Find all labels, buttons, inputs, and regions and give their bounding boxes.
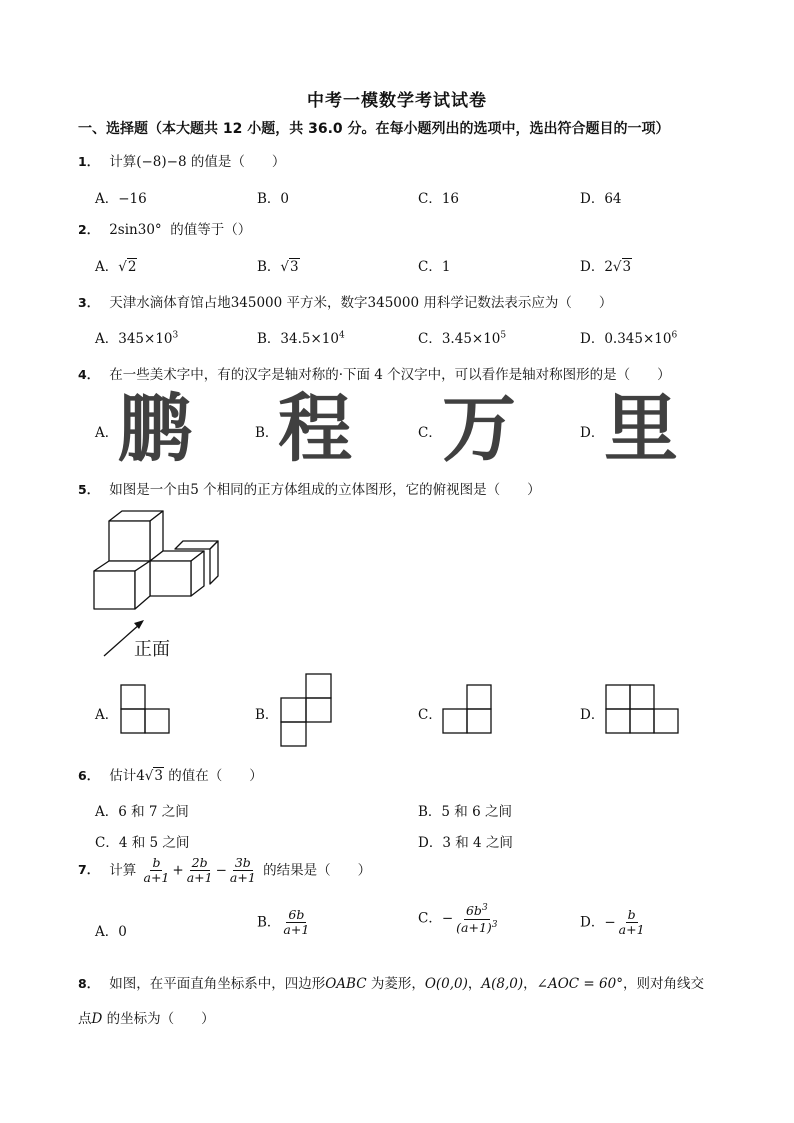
q1-option-b: B．0 xyxy=(257,191,290,207)
q5-option-c-label: C． xyxy=(418,707,442,723)
q5-option-d-label: D． xyxy=(580,707,605,723)
q4-char-a: 鹏 xyxy=(118,386,192,472)
section-heading: 一、选择题（本大题共 12 小题，共 36.0 分。在每小题列出的选项中，选出符合题目的一项） xyxy=(78,121,670,137)
q2-option-c: C．1 xyxy=(418,259,451,275)
question-number: 4． xyxy=(78,367,100,382)
q1-option-c: C．16 xyxy=(418,191,460,207)
q5-option-b-label: B． xyxy=(255,707,279,723)
q4-char-d: 里 xyxy=(604,386,678,472)
front-label: 正面 xyxy=(134,639,170,660)
q6-option-a: A．6 和 7 之间 xyxy=(95,804,189,820)
q3-option-d: D．$0.345\times 10^6$ xyxy=(580,330,678,347)
q7-option-a: A．0 xyxy=(95,924,127,940)
question-4: 4． 在一些美术字中，有的汉字是轴对称的·下面 4 个汉字中，可以看作是轴对称图形的是（ ） xyxy=(78,367,671,383)
q3-option-a: A．$345\times 10^3$ xyxy=(95,330,179,347)
fraction: $\frac{2b}{a+1}$ xyxy=(186,855,213,886)
q4-char-c: 万 xyxy=(442,386,516,472)
question-2: 2． 2sin30° 的值等于（） xyxy=(78,222,252,238)
question-number: 6． xyxy=(78,768,100,783)
question-number: 2． xyxy=(78,222,100,237)
q2-option-b: B．√3 xyxy=(257,259,299,275)
fraction: $\frac{b}{a+1}$ xyxy=(143,855,170,886)
question-1: 1． 计算(−8)−8 的值是（ ） xyxy=(78,154,286,170)
q5-option-b-shape xyxy=(280,673,334,749)
question-number: 5． xyxy=(78,482,100,497)
question-6: 6． 估计4√3 的值在（ ） xyxy=(78,768,263,784)
q4-option-b-label: B． xyxy=(255,425,279,441)
q7-option-c: C．− $\frac{6b^3}{(a+1)^3}$ xyxy=(418,903,498,935)
q1-option-d: D．64 xyxy=(580,191,622,207)
question-3: 3． 天津水滴体育馆占地345000 平方米，数字345000 用科学记数法表示应为（ ） xyxy=(78,295,613,311)
question-7: 7． 计算 $\frac{b}{a+1}$ + $\frac{2b}{a+1}$ − $\frac{3b}{a+1}$ 的结果是（ ） xyxy=(78,855,372,886)
q6-option-b: B．5 和 6 之间 xyxy=(418,804,512,820)
q3-option-b: B．$34.5\times 10^4$ xyxy=(257,330,345,347)
question-number: 3． xyxy=(78,295,100,310)
q5-option-a-label: A． xyxy=(95,707,119,723)
q2-option-d: D．2√3 xyxy=(580,259,632,275)
question-number: 7． xyxy=(78,862,100,878)
question-8-line-2: 点D 的坐标为（ ） xyxy=(78,1011,215,1027)
q2-option-a: A．√2 xyxy=(95,259,137,275)
q1-option-a: A．−16 xyxy=(95,191,147,207)
question-number: 1． xyxy=(78,154,100,169)
q5-option-c-shape xyxy=(442,684,494,736)
fraction: $\frac{3b}{a+1}$ xyxy=(229,855,256,886)
question-5: 5． 如图是一个由5 个相同的正方体组成的立体图形，它的俯视图是（ ） xyxy=(78,482,541,498)
q3-option-c: C．$3.45\times 10^5$ xyxy=(418,330,507,347)
question-8: 8． 如图，在平面直角坐标系中，四边形OABC 为菱形，O(0,0)，A(8,0)，∠AOC = 60°，则对角线交 xyxy=(78,976,704,992)
q4-option-c-label: C． xyxy=(418,425,442,441)
q5-option-d-shape xyxy=(605,684,683,736)
page-title: 中考一模数学考试试卷 xyxy=(307,91,487,111)
q4-option-d-label: D． xyxy=(580,425,605,441)
q4-option-a-label: A． xyxy=(95,425,119,441)
cube-figure xyxy=(90,508,230,663)
q7-option-d: D．− $\frac{b}{a+1}$ xyxy=(580,907,645,938)
q4-char-b: 程 xyxy=(278,386,352,472)
question-number: 8． xyxy=(78,976,100,991)
q6-option-d: D．3 和 4 之间 xyxy=(418,835,513,851)
q6-option-c: C．4 和 5 之间 xyxy=(95,835,190,851)
q7-option-b: B． $\frac{6b}{a+1}$ xyxy=(257,907,310,938)
q5-option-a-shape xyxy=(120,684,172,736)
